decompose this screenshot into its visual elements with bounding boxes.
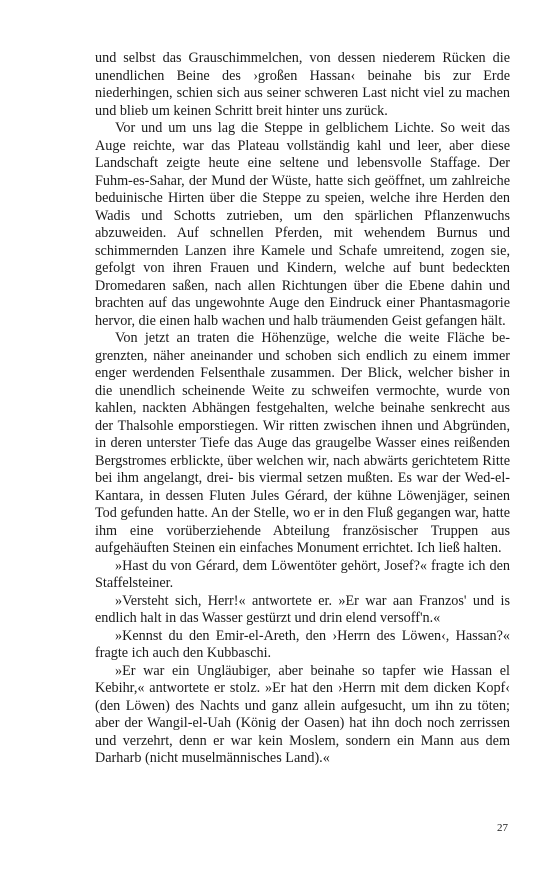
paragraph: »Hast du von Gérard, dem Löwentöter gehört, Josef?« fragte ich den Staffelsteiner. — [95, 557, 510, 591]
paragraph: »Er war ein Ungläubiger, aber beinahe so tapfer wie Hassan el Kebihr,« antwortete er stolz. »Er hat den ›Herrn mit dem dicken Kopf‹ (den Löwen) des Nachts und ganz allein aufgesucht, um ihn zu töten; aber der Wangil-el-Uah (König der Oasen) hat ihn doch noch zerrissen und verzehrt, denn er war kein Moslem, sondern ein Mann aus dem Darharb (nicht muselmännisches Land).« — [95, 662, 510, 766]
paragraph: »Versteht sich, Herr!« antwortete er. »Er war aan Franzos' und is endlich halt in das Wasser gestürzt und drin elend versoff'n.« — [95, 592, 510, 626]
book-page-text — [95, 50, 510, 768]
paragraph: Vor und um uns lag die Steppe in gelblichem Lichte. So weit das Auge reichte, war das Plateau vollständig kahl und leer, aber diese Landschaft zeigte heute eine seltene und lebensvolle Staffage. Der Fuhm-es-Sahar, der Mund der Wüste, hatte sich geöffnet, um zahlreiche beduinische Hirten über die Steppe zu speien, welche ihre Herden den Wadis und Schotts zutrieben, um den spärlichen Pflanzenwuchs abzuweiden. Auf schnellen Pferden, mit wehendem Burnus und schimmernden Lanzen ihre Kamele und Schafe umreitend, zogen sie, gefolgt von ihren Frauen und Kindern, welche auf bunt bedeckten Dromedaren saßen, nach allen Richtungen über die Ebene dahin und brachten auf das ungewohnte Auge den Eindruck einer Phantasmagorie hervor, die einen halb wachen und halb träumenden Geist gefangen hält. — [95, 120, 510, 329]
page-number: 27 — [497, 822, 508, 834]
paragraph: und selbst das Grauschimmelchen, von dessen niederem Rücken die unendlichen Beine des ›großen Hassan‹ beinahe bis zur Erde niederhingen, schien sich aus seiner schweren Last nicht viel zu machen und blieb um keinen Schritt breit hinter uns zurück. — [95, 50, 510, 119]
paragraph: »Kennst du den Emir-el-Areth, den ›Herrn des Löwen‹, Hassan?« fragte ich auch den Kubbaschi. — [95, 627, 510, 661]
paragraph: Von jetzt an traten die Höhenzüge, welche die weite Fläche begrenzten, näher aneinander und schoben sich endlich zu einem immer enger werdenden Felsenthale zusammen. Der Blick, welcher bisher in die unendlich scheinende Weite zu schweifen vermochte, wurde von kahlen, nackten Abhängen festgehalten, welche beinahe senkrecht aus der Thalsohle emporstiegen. Wir ritten zwischen ihnen und Abgründen, in deren unterster Tiefe das Auge das graugelbe Wasser eines reißenden Bergstromes erblickte, über welchen wir, nach abwärts gerichtetem Ritte bei ihm angelangt, drei- bis viermal setzen mußten. Es war der Wed-el-Kantara, in dessen Fluten Jules Gérard, der kühne Löwenjäger, seinen Tod gefunden hatte. An der Stelle, wo er in den Fluß gegangen war, hatte ihm eine vorüberziehende Abteilung französischer Truppen aus aufgehäuften Steinen ein einfaches Monument errichtet. Ich ließ halten. — [95, 330, 510, 556]
